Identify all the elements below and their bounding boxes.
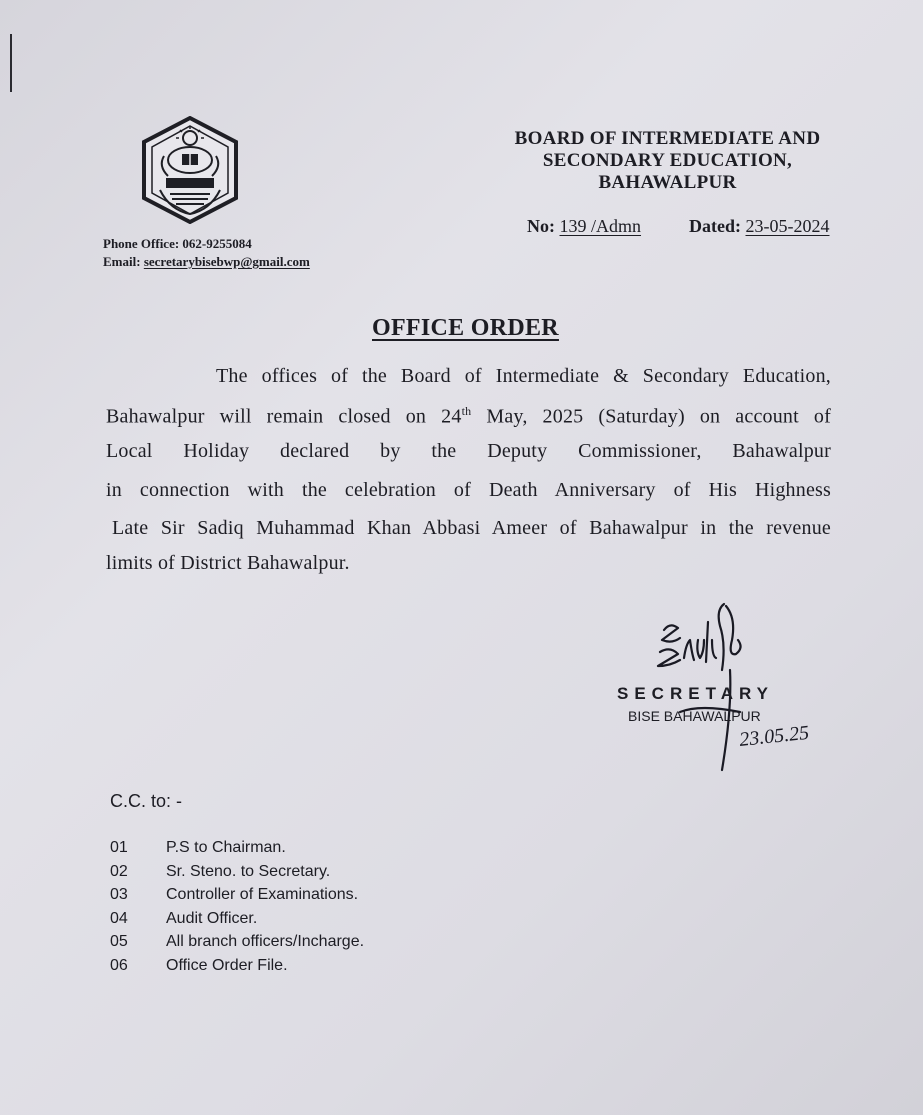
list-item-text: Controller of Examinations.	[166, 886, 359, 904]
email-label: Email:	[103, 254, 141, 269]
reference-label: No:	[527, 216, 555, 236]
body-text: Bahawalpur will remain closed on 24	[106, 405, 462, 428]
body-line	[106, 404, 831, 429]
body-line: Local Holiday declared by the Deputy Commissioner, Bahawalpur	[106, 440, 831, 462]
order-date	[689, 216, 830, 237]
phone-office: Phone Office: 062-9255084	[103, 236, 252, 251]
page-edge-mark	[10, 34, 12, 92]
list-item-text: P.S to Chairman.	[166, 839, 286, 856]
body-line: Late Sir Sadiq Muhammad Khan Abbasi Ameer of Bahawalpur in the revenue	[112, 517, 831, 539]
ordinal-suffix: th	[461, 404, 472, 418]
reference-value: 139 /Admn	[559, 216, 642, 236]
list-item	[110, 933, 364, 957]
list-item	[110, 910, 364, 934]
board-name-line: SECONDARY EDUCATION,	[542, 150, 793, 171]
list-item-number: 06	[110, 956, 128, 974]
board-name-line: BOARD OF INTERMEDIATE AND	[514, 128, 821, 149]
board-seal-icon	[140, 116, 240, 224]
list-item-text: Audit Officer.	[166, 909, 258, 927]
list-item-number: 02	[110, 862, 128, 880]
list-item	[110, 957, 364, 981]
email-contact	[103, 254, 310, 270]
signatory-title: SECRETARY	[617, 684, 774, 703]
list-item	[110, 886, 364, 910]
cc-heading: C.C. to: -	[110, 791, 183, 811]
list-item-text: All branch officers/Incharge.	[166, 933, 365, 951]
board-name	[505, 128, 830, 194]
document-title: OFFICE ORDER	[372, 315, 559, 341]
list-item-number: 03	[110, 886, 128, 904]
list-item-number: 05	[110, 933, 128, 951]
board-name-line: BAHAWALPUR	[598, 172, 737, 193]
list-item-number: 04	[110, 909, 128, 927]
date-value: 23-05-2024	[745, 216, 830, 236]
handwritten-date: 23.05.25	[738, 721, 811, 751]
list-item	[110, 863, 364, 887]
cc-list	[110, 839, 364, 981]
list-item-number: 01	[110, 839, 128, 856]
list-item-text: Office Order File.	[166, 956, 288, 974]
body-line: The offices of the Board of Intermediate & Secondary Education,	[216, 365, 831, 387]
signatory-office: BISE BAHAWALPUR	[628, 708, 761, 724]
body-text: May, 2025 (Saturday) on account of	[471, 405, 831, 428]
email-address[interactable]: secretarybisebwp@gmail.com	[143, 254, 310, 269]
list-item	[110, 839, 364, 863]
list-item-text: Sr. Steno. to Secretary.	[166, 862, 331, 880]
body-line: in connection with the celebration of Death Anniversary of His Highness	[106, 479, 831, 501]
body-line: limits of District Bahawalpur.	[106, 552, 350, 574]
reference-number	[527, 216, 641, 237]
date-label: Dated:	[689, 216, 741, 236]
